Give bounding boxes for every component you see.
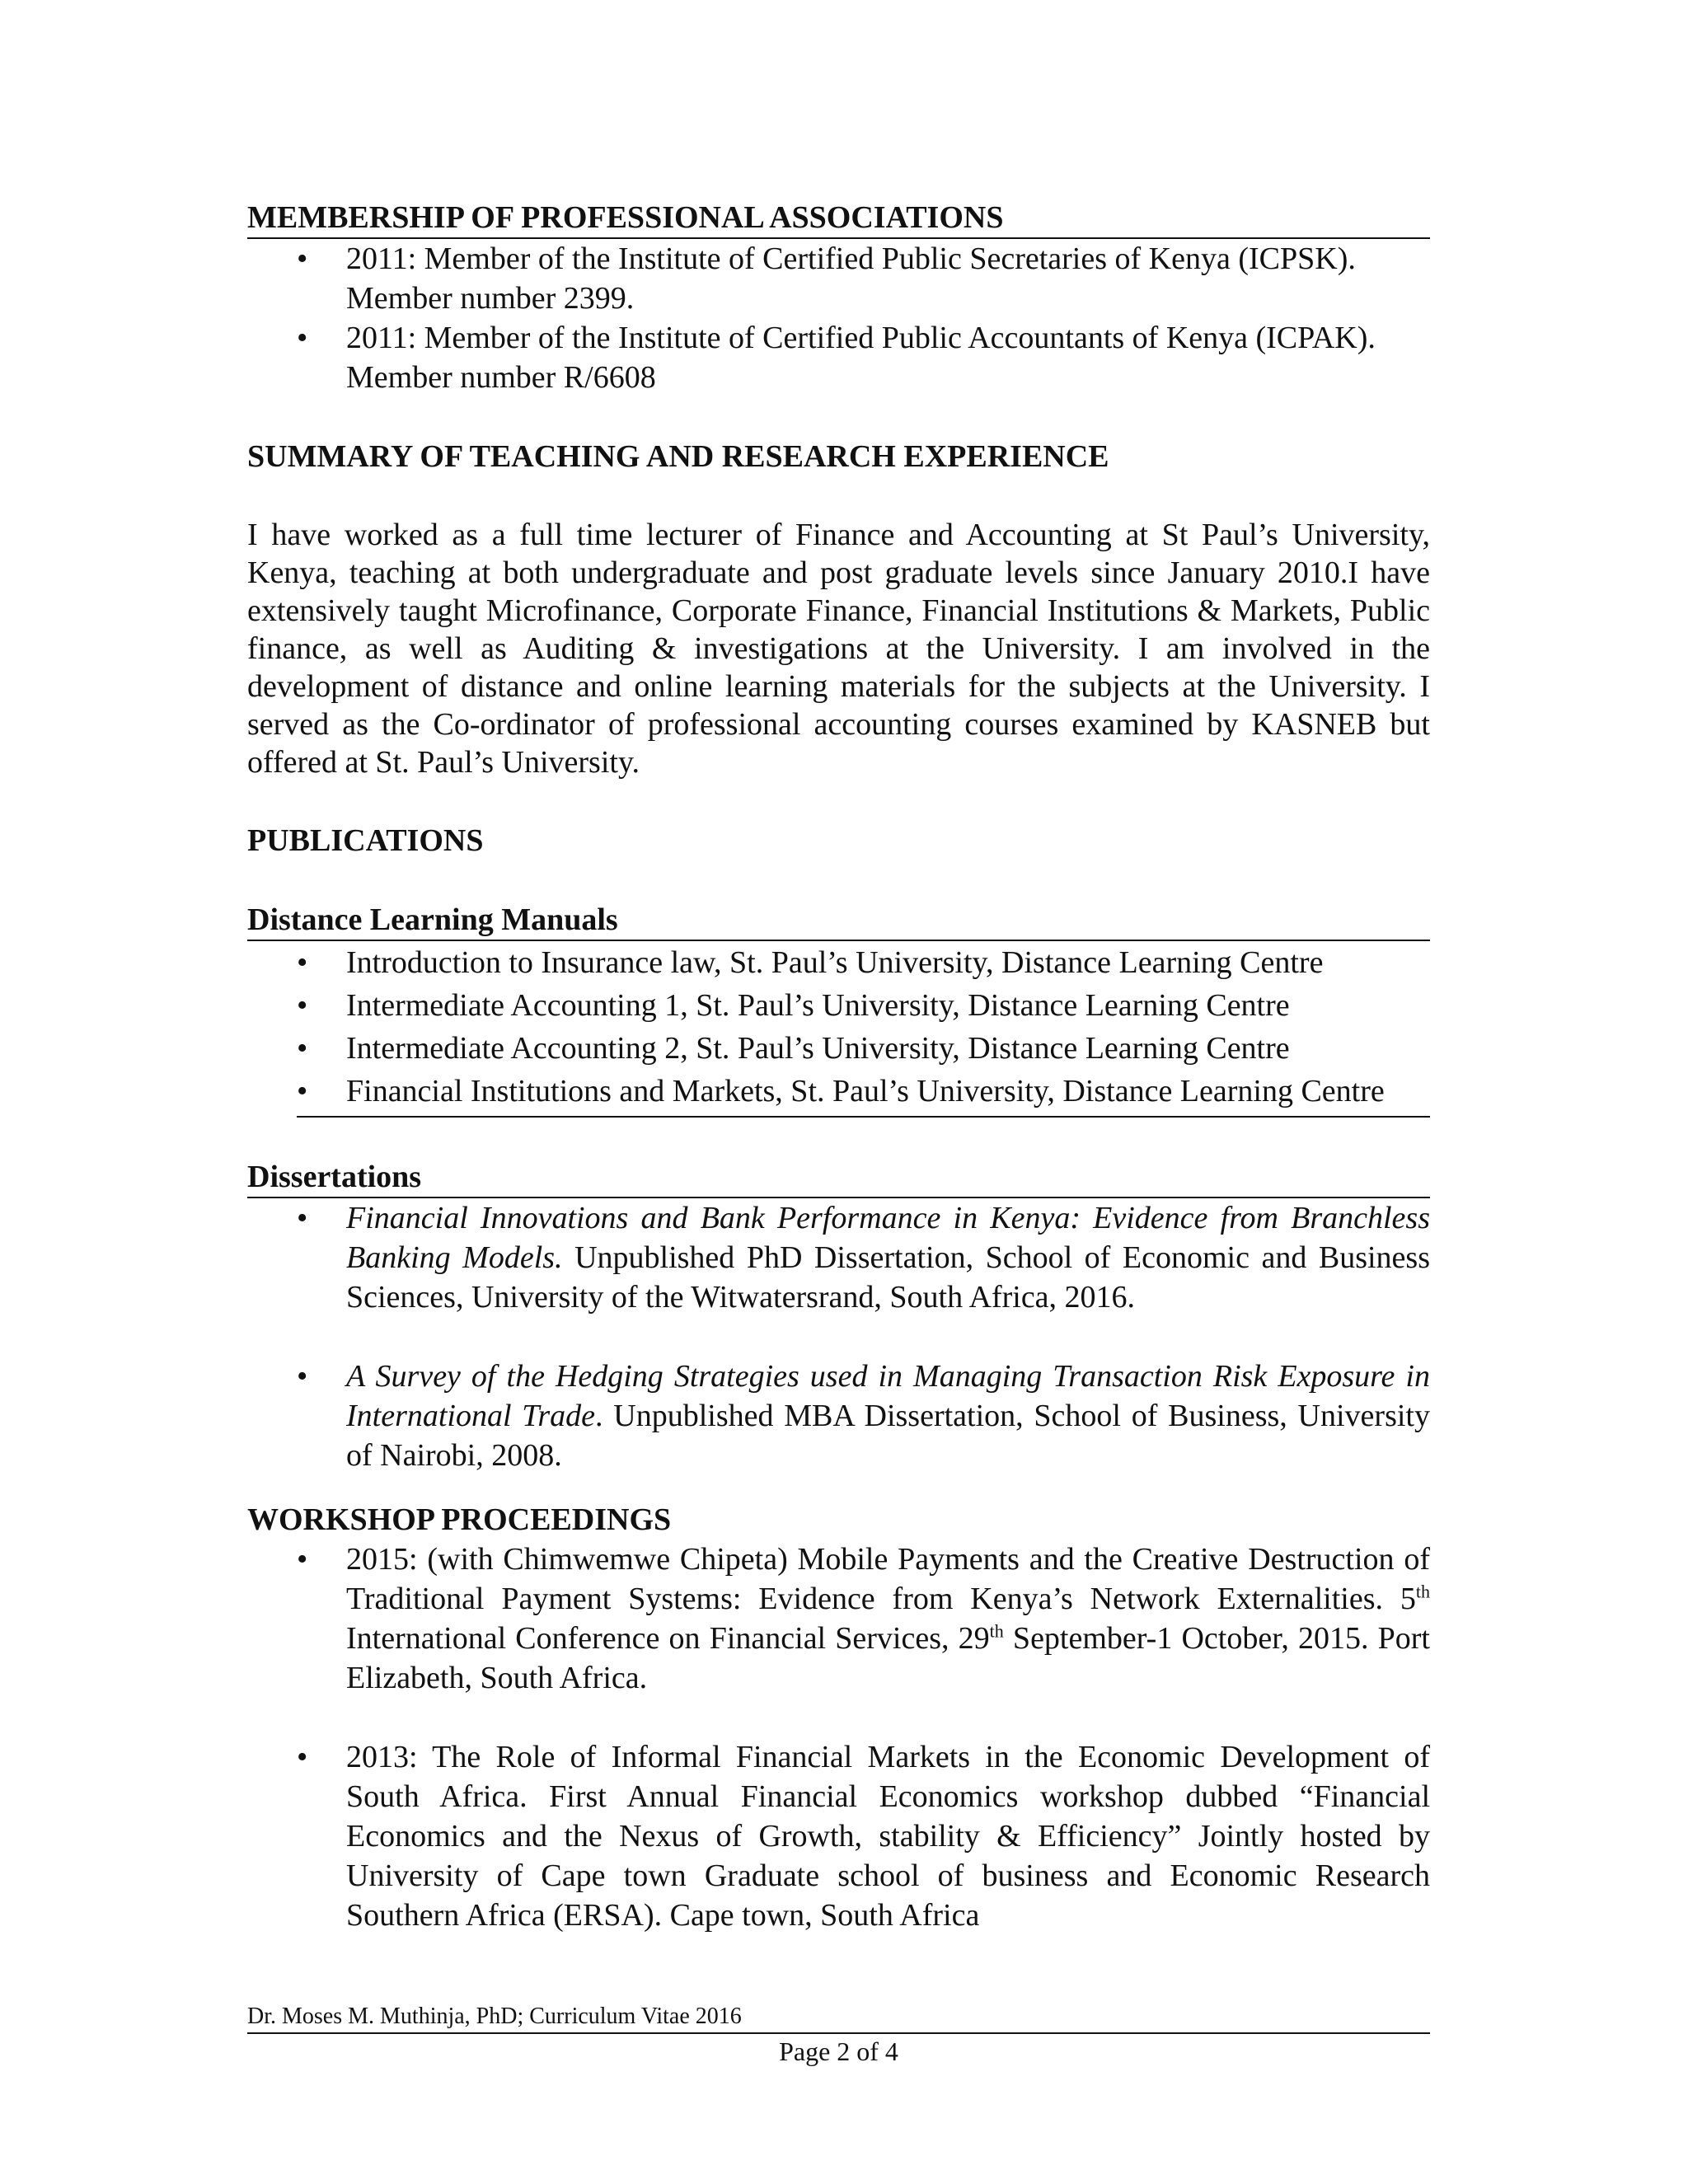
superscript: th xyxy=(1415,1581,1430,1602)
dissertation-title: A Survey of the Hedging Strategies used in Managing Transaction Risk Exposure in International Trade xyxy=(346,1359,1430,1433)
list-item: • 2011: Member of the Institute of Certified Public Accountants of Kenya (ICPAK). Member number R/6608 xyxy=(346,318,1430,397)
list-item xyxy=(346,1357,1430,1475)
workshop-text: 2015: (with Chimwemwe Chipeta) Mobile Payments and the Creative Destruction of Traditional Payment Systems: Evidence from Kenya’s Network Externalities. 5 xyxy=(346,1542,1430,1616)
page-footer xyxy=(247,2003,1430,2065)
membership-heading: MEMBERSHIP OF PROFESSIONAL ASSOCIATIONS xyxy=(247,198,1430,239)
dissertation-title: Financial Innovations and Bank Performance in Kenya: Evidence from Branchless Banking Models. xyxy=(346,1201,1430,1275)
list-item: • Financial Institutions and Markets, St. Paul’s University, Distance Learning Centre xyxy=(346,1070,1430,1113)
workshop-text: September-1 October, 2015. Port Elizabeth, South Africa. xyxy=(346,1621,1430,1695)
dissertations-list xyxy=(247,1198,1430,1475)
cv-page xyxy=(247,198,1430,1935)
publications-heading: PUBLICATIONS xyxy=(247,823,484,858)
footer-author: Dr. Moses M. Muthinja, PhD; Curriculum Vitae 2016 xyxy=(247,2003,1430,2034)
workshops-list xyxy=(247,1540,1430,1935)
summary-paragraph: I have worked as a full time lecturer of Finance and Accounting at St Paul’s University, Kenya, teaching at both undergraduate and post graduate levels since January 2010.I have extensively taught Microfinance, Corporate Finance, Financial Institutions & Markets, Public finance, as well as Auditing & investigations at the University. I am involved in the development of distance and online learning materials for the subjects at the University. I served as the Co-ordinator of professional accounting courses examined by KASNEB but offered at St. Paul’s University. xyxy=(247,518,1430,780)
list-item: • Intermediate Accounting 2, St. Paul’s University, Distance Learning Centre xyxy=(346,1027,1430,1070)
summary-heading: SUMMARY OF TEACHING AND RESEARCH EXPERIENCE xyxy=(247,439,1109,474)
dissertation-details: Unpublished PhD Dissertation, School of Economic and Business Sciences, University of the Witwatersrand, South Africa, 2016. xyxy=(346,1240,1430,1315)
membership-list xyxy=(247,239,1430,397)
manuals-heading: Distance Learning Manuals xyxy=(247,900,1430,941)
list-item xyxy=(346,1198,1430,1317)
manuals-list-box xyxy=(297,941,1430,1118)
list-item: • 2011: Member of the Institute of Certified Public Secretaries of Kenya (ICPSK). Member number 2399. xyxy=(346,239,1430,318)
workshops-heading: WORKSHOP PROCEEDINGS xyxy=(247,1502,672,1537)
workshop-text: International Conference on Financial Services, 29 xyxy=(346,1621,990,1656)
list-item: • Introduction to Insurance law, St. Paul’s University, Distance Learning Centre xyxy=(346,941,1430,984)
dissertation-details: . Unpublished MBA Dissertation, School of Business, University of Nairobi, 2008. xyxy=(346,1399,1430,1473)
manuals-list xyxy=(297,941,1430,1113)
dissertations-heading: Dissertations xyxy=(247,1157,1430,1198)
list-item: • 2013: The Role of Informal Financial Markets in the Economic Development of South Africa. First Annual Financial Economics workshop dubbed “Financial Economics and the Nexus of Growth, stability & Efficiency” Jointly hosted by University of Cape town Graduate school of business and Economic Research Southern Africa (ERSA). Cape town, South Africa xyxy=(346,1737,1430,1935)
superscript: th xyxy=(989,1620,1004,1642)
list-item: • Intermediate Accounting 1, St. Paul’s University, Distance Learning Centre xyxy=(346,984,1430,1027)
page-number: Page 2 of 4 xyxy=(779,2036,898,2066)
list-item xyxy=(346,1540,1430,1698)
